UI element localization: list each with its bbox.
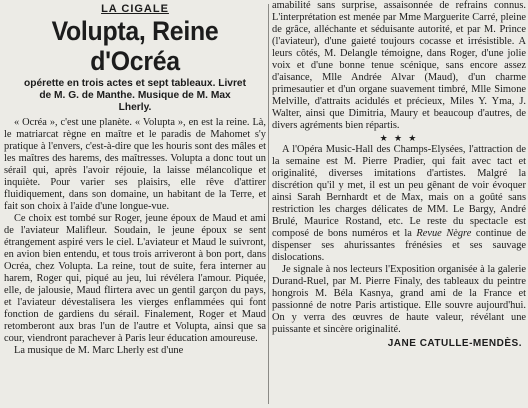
column-divider: [268, 4, 269, 404]
music-hall-text: A l'Opéra Music-Hall des Champs-Elysées, l'attraction de la semaine est M. Pierre Pradier, qui fait avec tact et originalité, diverses imitations d'artistes. Malgré la discrétion qu'il y met, il est un peu gênant de voir évoquer ainsi Sarah Bernhardt et de Max, mais on a goûté sans restriction les charges délicates de MM. Le Bargy, André Brulé, Maurice Rostand, etc. Le reste du spectacle est composé de bons numéros et la: [272, 144, 526, 239]
paragraph-synopsis-intro: « Ocréa », c'est une planète. « Volupta », en est la reine. Là, le matriarcat règne en maître et le paradis de Mahomet s'y pratique à l'envers, c'est-à-dire que les houris sont des mâles et les maîtres des harems, des maîtresses. Volupta a donc tout un sérail qui, après l'avoir réjouie, la laisse mélancolique et inquiète. Pour varier ses plaisirs, elle rêve d'attirer fluidiquement, dans son domaine, un habitant de la Terre, et fait son choix à l'aide d'une longue-vue.: [4, 117, 266, 212]
article-subhead: opérette en trois actes et sept tableaux. Livret de M. G. de Manthe. Musique de M. Max Lherly.: [24, 78, 246, 113]
paragraph-synopsis-plot: Ce choix est tombé sur Roger, jeune époux de Maud et ami de l'aviateur Malifleur. Soudain, le jeune époux se sent étrangement aspiré vers le ciel. L'aviateur et Maud le suivront, en avion bien entendu, et tous trois arriveront à bon port, dans Ocréa, chez Volupta. La reine, tout de suite, fera interner au harem, Roger qui, piqué au jeu, lui révélera l'amour. Piquée, elle, de jalousie, Maud flirtera avec un gentil garçon du pays, et l'aviateur dévestalisera les vierges enflammées qui font fonction de gardiens du sérail. Finalement, Roger et Maud retomberont aux bras l'un de l'autre et Volupta, ainsi que sa cour, viendront parachever à Paris leur éducation amoureuse.: [4, 213, 266, 344]
paragraph-exposition: Je signale à nos lecteurs l'Exposition organisée à la galerie Durand-Ruel, par M. Pierre Finaly, des tableaux du peintre hongrois M. Béla Kasnya, grand ami de la France et passionné de notre Paris artistique. Elle souvre aujourd'hui. On y verra des œuvres de haute valeur, révélant une puissante et sincère originalité.: [272, 264, 526, 335]
section-kicker: LA CIGALE: [101, 3, 169, 15]
paragraph-music-start: La musique de M. Marc Lherly est d'une: [14, 345, 184, 356]
revue-negre-title: Revue Nègre: [416, 228, 472, 239]
section-separator-stars: ★ ★ ★: [379, 133, 419, 143]
left-column: [4, 0, 266, 408]
author-signature: JANE CATULLE-MENDÈS.: [387, 338, 522, 349]
paragraph-interpretation: amabilité sans surprise, assaisonnée de refrains connus. L'interprétation est menée par Mme Marguerite Carré, pleine de grâce, alléchante et séduisante autorité, et par M. Prince (l'aviateur), d'une gaieté toujours cocasse et irrésistible. A leurs côtés, M. Delangle témoigne, dans Roger, d'une jolie voix et d'une bonne tenue scénique, sans encore assez d'aisance, Mlle Andrée Alvar (Maud), d'un charme primesautier et d'un organe suavement timbré, Mlle Simone Melville, d'attraits acidulés et précieux, Miles Y. Yma, J. Walter, ainsi que Dimitria, Maury et beaucoup d'autres, de divers agréments bien répartis.: [272, 0, 526, 131]
paragraph-music-hall: [272, 144, 526, 264]
music-hall-text-end: continue de dispenser ses ahurissantes frénésies et ses sauvage dislocations.: [272, 228, 526, 263]
article-headline: Volupta, Reine d'Ocréa: [51, 16, 219, 76]
right-column: [272, 0, 526, 408]
